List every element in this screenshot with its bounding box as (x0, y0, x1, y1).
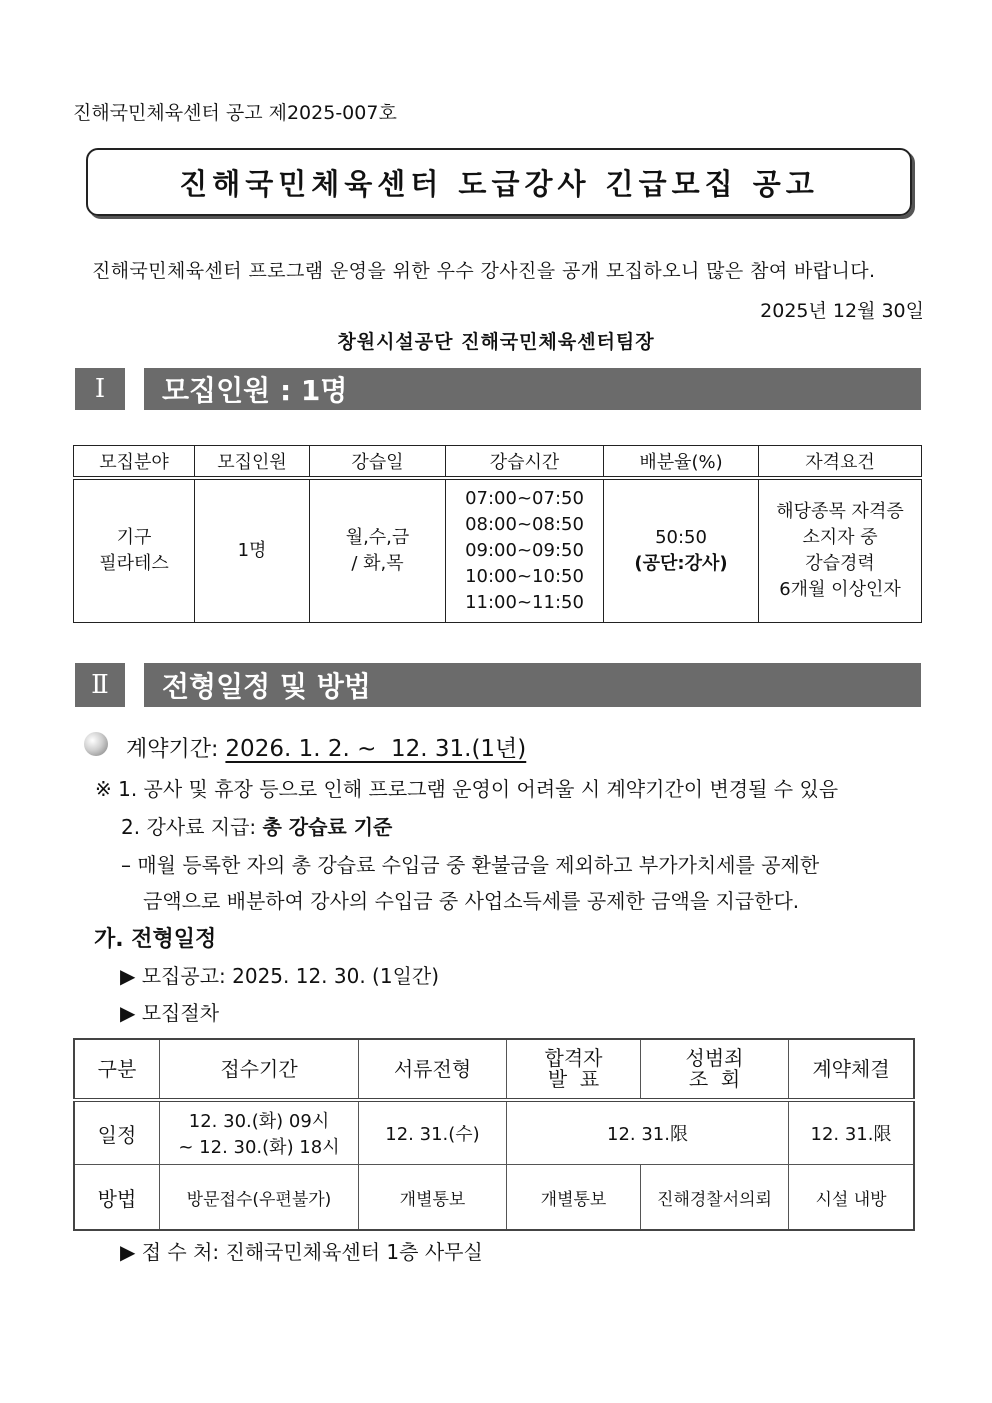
notice-number: 진해국민체육센터 공고 제2025-007호 (73, 102, 397, 124)
item-announcement: ▶ 모집공고: 2025. 12. 30. (1일간) (120, 964, 440, 988)
header-document: 서류전형 (359, 1039, 507, 1100)
header-days: 강습일 (310, 446, 446, 479)
note-3-line2: 금액으로 배분하여 강사의 수입금 중 사업소득세를 공제한 금액을 지급한다. (143, 889, 800, 913)
table-row (74, 1165, 914, 1231)
header-crime-check: 성범죄 조 회 (641, 1039, 789, 1100)
note-2: 2. 강사료 지급: 총 강습료 기준 (121, 815, 393, 839)
schedule-result-check: 12. 31.限 (507, 1100, 789, 1165)
header-category: 구분 (74, 1039, 160, 1100)
header-field: 모집분야 (74, 446, 195, 479)
subheading-schedule: 가. 전형일정 (94, 927, 217, 952)
schedule-period: 12. 30.(화) 09시 ~ 12. 30.(화) 18시 (160, 1100, 359, 1165)
method-contract: 시설 내방 (789, 1165, 915, 1231)
method-check: 진해경찰서의뢰 (641, 1165, 789, 1231)
procedure-table (73, 1038, 915, 1231)
contract-period: 계약기간: 2026. 1. 2. ~ 12. 31.(1년) (126, 736, 527, 762)
count-cell: 1명 (195, 478, 310, 623)
field-cell: 기구 필라테스 (74, 478, 195, 623)
header-period: 접수기간 (160, 1039, 359, 1100)
days-cell: 월,수,금 / 화,목 (310, 478, 446, 623)
item-procedure: ▶ 모집절차 (120, 1001, 220, 1025)
method-label: 방법 (74, 1165, 160, 1231)
note-3-line1: – 매월 등록한 자의 총 강습료 수입금 중 환불금을 제외하고 부가가치세를 공제한 (121, 853, 820, 877)
header-contract: 계약체결 (789, 1039, 915, 1100)
table-row (74, 1100, 914, 1165)
method-period: 방문접수(우편불가) (160, 1165, 359, 1231)
header-qualification: 자격요건 (759, 446, 922, 479)
section2-number: Ⅱ (75, 663, 125, 707)
intro-text: 진해국민체육센터 프로그램 운영을 위한 우수 강사진을 공개 모집하오니 많은 참여 바랍니다. (92, 260, 876, 282)
table-row (74, 478, 922, 623)
item-reception: ▶ 접 수 처: 진해국민체육센터 1층 사무실 (120, 1240, 483, 1264)
header-count: 모집인원 (195, 446, 310, 479)
section1-number: Ⅰ (75, 368, 125, 410)
section1-title: 모집인원 : 1명 (144, 368, 921, 410)
ball-bullet-icon (84, 732, 108, 756)
header-result: 합격자 발 표 (507, 1039, 641, 1100)
header-times: 강습시간 (446, 446, 604, 479)
notice-date: 2025년 12월 30일 (760, 300, 924, 322)
method-result: 개별통보 (507, 1165, 641, 1231)
issuer: 창원시설공단 진해국민체육센터팀장 (337, 331, 655, 353)
method-document: 개별통보 (359, 1165, 507, 1231)
section2-title: 전형일정 및 방법 (144, 663, 921, 707)
note-1: ※ 1. 공사 및 휴장 등으로 인해 프로그램 운영이 어려울 시 계약기간이 변경될 수 있음 (95, 777, 839, 801)
title-box (86, 148, 912, 216)
schedule-document: 12. 31.(수) (359, 1100, 507, 1165)
schedule-contract: 12. 31.限 (789, 1100, 915, 1165)
times-cell: 07:00~07:50 08:00~08:50 09:00~09:50 10:00~10:50 11:00~11:50 (446, 478, 604, 623)
ratio-cell: 50:50 (공단:강사) (604, 478, 759, 623)
contract-period-value: 2026. 1. 2. ~ 12. 31.(1년) (225, 736, 527, 762)
qualification-cell: 해당종목 자격증 소지자 중 강습경력 6개월 이상인자 (759, 478, 922, 623)
page-title: 진해국민체육센터 도급강사 긴급모집 공고 (179, 166, 819, 201)
recruitment-table (73, 445, 922, 623)
header-ratio: 배분율(%) (604, 446, 759, 479)
schedule-label: 일정 (74, 1100, 160, 1165)
